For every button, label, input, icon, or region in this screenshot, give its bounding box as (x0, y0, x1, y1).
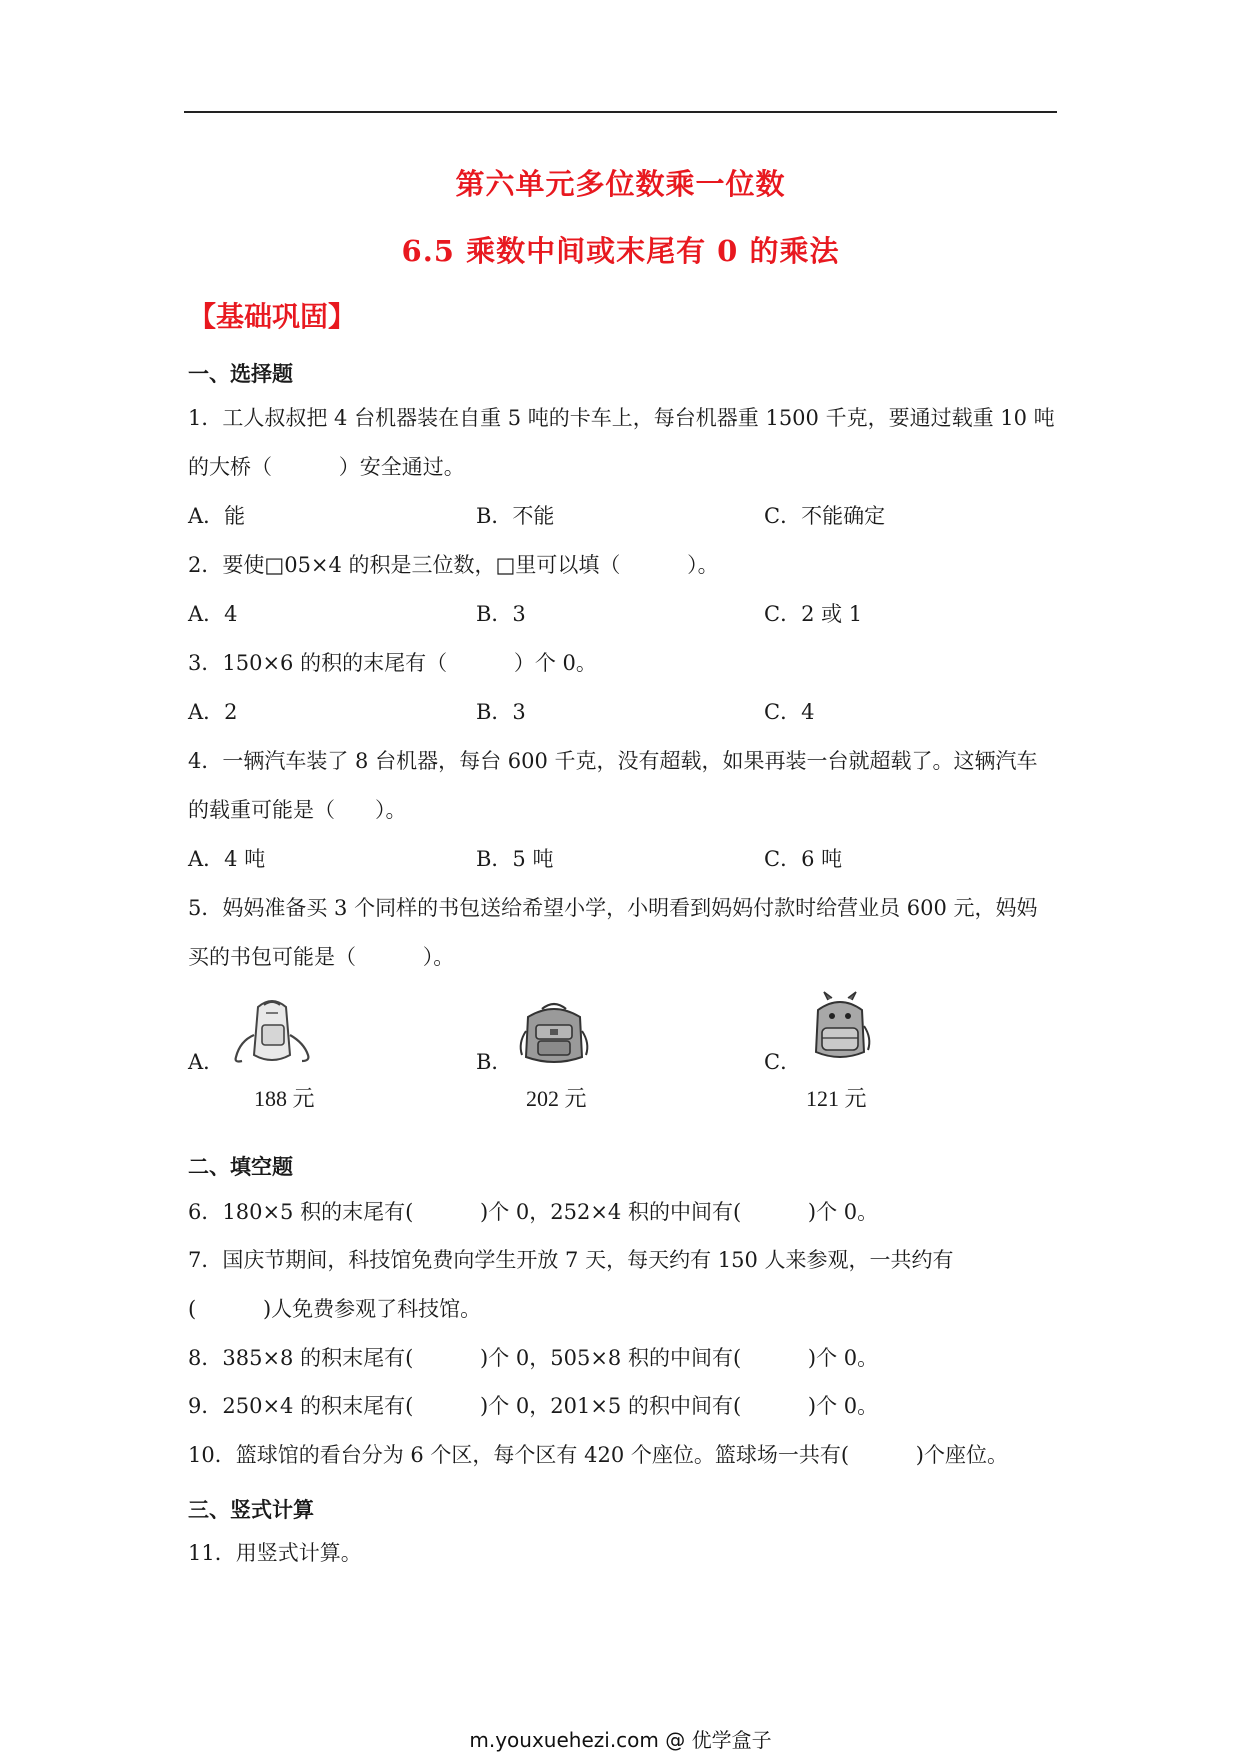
backpack-icon-b (514, 995, 594, 1071)
section-heading-fill: 二、填空题 (188, 1155, 293, 1179)
q1-option-b: B．不能 (476, 504, 555, 528)
q7-line2: ( )人免费参观了科技馆。 (188, 1297, 482, 1321)
q1-option-a: A．能 (188, 504, 246, 528)
q11-line1: 11．用竖式计算。 (188, 1541, 362, 1565)
q9-line1: 9．250×4 的积末尾有( )个 0，201×5 的积中间有( )个 0。 (188, 1394, 879, 1418)
q10-line1: 10．篮球馆的看台分为 6 个区，每个区有 420 个座位。篮球场一共有( )个座位。 (188, 1443, 1009, 1467)
backpack-icon-c (804, 990, 876, 1066)
q5-line2: 买的书包可能是（ ）。 (188, 945, 455, 969)
q4-line1: 4．一辆汽车装了 8 台机器，每台 600 千克，没有超载，如果再装一台就超载了。这辆汽车 (188, 749, 1038, 773)
q2-option-b: B．3 (476, 602, 526, 626)
q5-price-c: 121 元 (806, 1086, 867, 1111)
section-heading-choice: 一、选择题 (188, 362, 293, 386)
q5-price-a: 188 元 (254, 1086, 315, 1111)
page-subtitle: 6.5 乘数中间或末尾有 0 的乘法 (401, 234, 840, 268)
q2-option-a: A．4 (188, 602, 238, 626)
q3-option-c: C．4 (764, 700, 815, 724)
section-heading-vertical: 三、竖式计算 (188, 1498, 314, 1522)
q6-line1: 6．180×5 积的末尾有( )个 0，252×4 积的中间有( )个 0。 (188, 1200, 879, 1224)
q2-line1: 2．要使□05×4 的积是三位数，□里可以填（ ）。 (188, 553, 719, 577)
q5-option-a: A． (188, 1050, 225, 1074)
q4-option-c: C．6 吨 (764, 847, 843, 871)
q4-option-b: B．5 吨 (476, 847, 554, 871)
backpack-icon-a (228, 995, 316, 1071)
q4-line2: 的载重可能是（ ）。 (188, 798, 407, 822)
q1-option-c: C．不能确定 (764, 504, 886, 528)
section-tag: 【基础巩固】 (188, 300, 357, 333)
footer-watermark: m.youxuehezi.com @ 优学盒子 (469, 1728, 772, 1752)
q1-line1: 1．工人叔叔把 4 台机器装在自重 5 吨的卡车上，每台机器重 1500 千克，要通过载重 10 吨 (188, 406, 1055, 430)
page-title: 第六单元多位数乘一位数 (455, 167, 786, 201)
q5-line1: 5．妈妈准备买 3 个同样的书包送给希望小学，小明看到妈妈付款时给营业员 600 元，妈妈 (188, 896, 1038, 920)
q3-option-a: A．2 (188, 700, 238, 724)
q3-option-b: B．3 (476, 700, 526, 724)
q4-option-a: A．4 吨 (188, 847, 266, 871)
q1-line2: 的大桥（ ）安全通过。 (188, 455, 465, 479)
header-rule (184, 111, 1057, 113)
q5-price-b: 202 元 (526, 1086, 587, 1111)
q5-option-c: C． (764, 1050, 802, 1074)
q3-line1: 3．150×6 的积的末尾有（ ）个 0。 (188, 651, 597, 675)
q2-option-c: C．2 或 1 (764, 602, 863, 626)
q5-option-b: B． (476, 1050, 513, 1074)
q7-line1: 7．国庆节期间，科技馆免费向学生开放 7 天，每天约有 150 人来参观，一共约有 (188, 1248, 954, 1272)
q8-line1: 8．385×8 的积末尾有( )个 0，505×8 积的中间有( )个 0。 (188, 1346, 879, 1370)
